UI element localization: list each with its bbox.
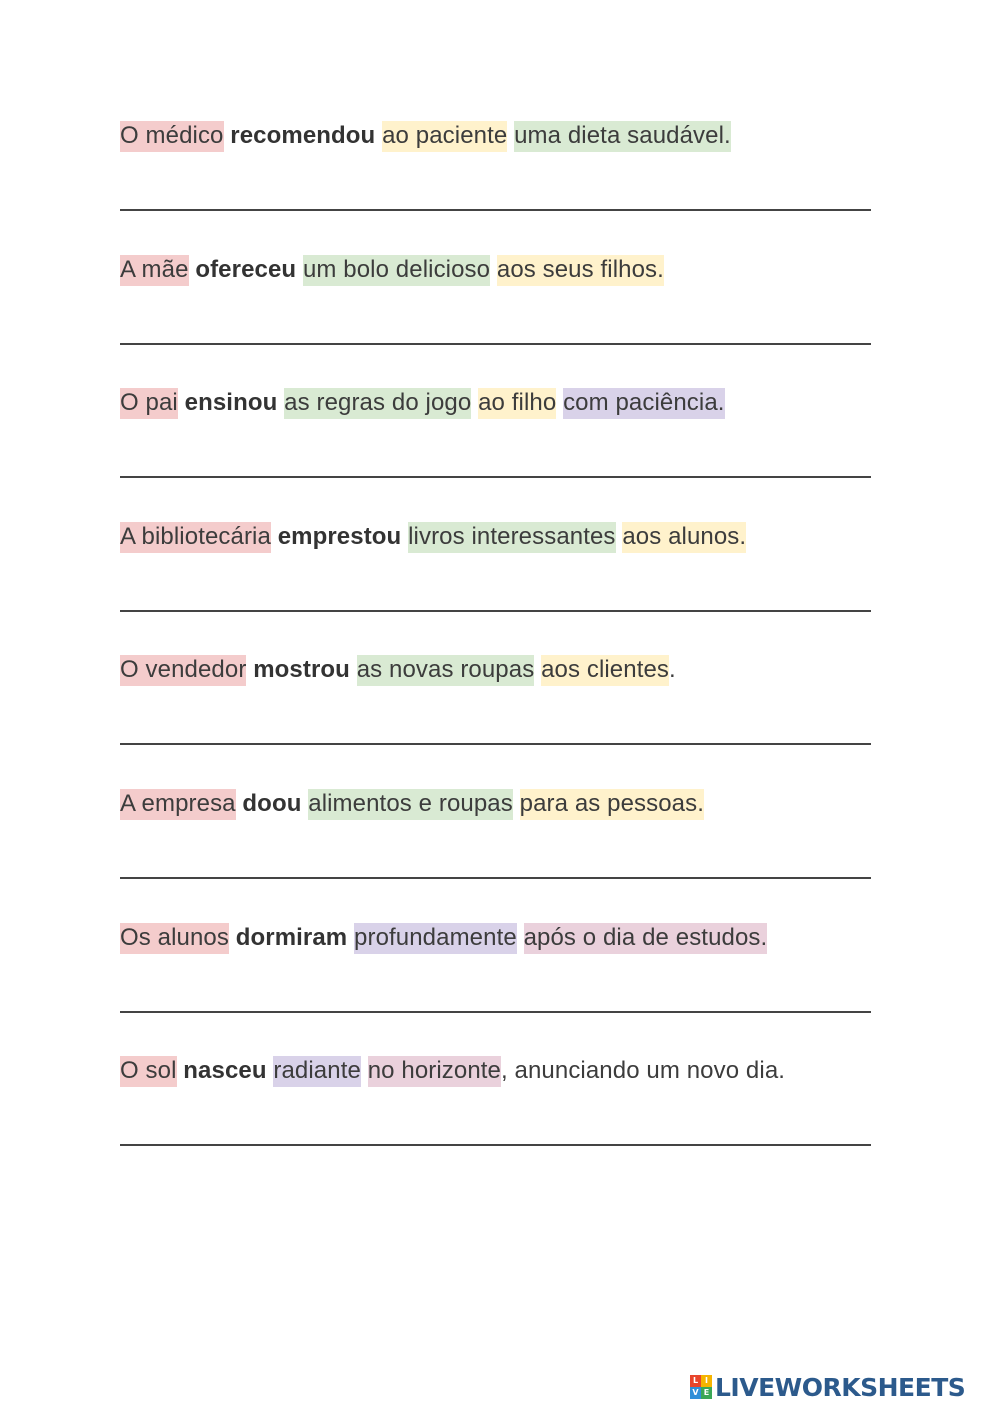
sentence-subject: O vendedor	[120, 655, 246, 686]
sentence-space	[350, 655, 357, 686]
sentence-direct-object: uma dieta saudável.	[514, 121, 731, 152]
sentence-space	[229, 923, 236, 954]
sentence-adverbial-time: após o dia de estudos.	[524, 923, 768, 954]
sentence-verb: doou	[242, 790, 302, 817]
sentence-subject: O pai	[120, 388, 178, 419]
liveworksheets-logo-icon	[690, 1375, 712, 1399]
answer-line[interactable]	[120, 209, 871, 211]
sentence-subject: Os alunos	[120, 923, 229, 954]
sentence-subject: A mãe	[120, 255, 189, 286]
sentence-adverbial: profundamente	[354, 923, 517, 954]
sentence-verb: ensinou	[184, 389, 278, 417]
sentence-direct-object: as regras do jogo	[284, 388, 471, 419]
exercise-sentence	[120, 254, 664, 286]
answer-line[interactable]	[120, 476, 871, 478]
sentence-space	[490, 255, 497, 286]
sentence-space	[517, 923, 524, 954]
exercise-sentence	[120, 120, 731, 152]
sentence-direct-object: alimentos e roupas	[308, 789, 513, 820]
exercise-sentence	[120, 654, 676, 686]
sentence-adverbial-place: no horizonte	[368, 1056, 501, 1087]
sentence-direct-object: livros interessantes	[408, 522, 615, 553]
sentence-plain: .	[669, 656, 676, 684]
sentence-indirect-object: aos clientes	[541, 655, 669, 686]
answer-line[interactable]	[120, 1011, 871, 1013]
logo-text: LIVEWORKSHEETS	[715, 1372, 966, 1402]
liveworksheets-logo	[690, 1370, 965, 1404]
sentence-direct-object: as novas roupas	[357, 655, 535, 686]
sentence-verb: emprestou	[277, 522, 402, 550]
sentence-plain: , anunciando um novo dia.	[501, 1057, 786, 1085]
sentence-subject: A empresa	[120, 789, 236, 820]
exercise-sentence	[120, 1055, 785, 1087]
sentence-verb: recomendou	[230, 122, 376, 149]
sentence-indirect-object: para as pessoas.	[520, 789, 704, 820]
logo-mark-letter: E	[701, 1387, 712, 1399]
sentence-space	[361, 1056, 368, 1087]
exercise-sentence	[120, 521, 746, 553]
sentence-space	[271, 522, 278, 553]
answer-line[interactable]	[120, 610, 871, 612]
sentence-adverbial: com paciência.	[563, 388, 724, 419]
exercise-sentence	[120, 922, 767, 954]
sentence-adverbial: radiante	[273, 1056, 361, 1087]
sentence-space	[296, 255, 303, 286]
sentence-verb: ofereceu	[195, 255, 297, 283]
answer-line[interactable]	[120, 1144, 871, 1146]
sentence-indirect-object: ao paciente	[382, 121, 507, 152]
sentence-space	[513, 789, 520, 820]
logo-mark-letter: I	[701, 1375, 712, 1387]
answer-line[interactable]	[120, 343, 871, 345]
logo-mark-letter: V	[690, 1387, 701, 1399]
sentence-verb: dormiram	[235, 923, 348, 951]
sentence-indirect-object: aos seus filhos.	[497, 255, 664, 286]
sentence-verb: mostrou	[253, 656, 350, 684]
sentence-space	[347, 923, 354, 954]
sentence-subject: O sol	[120, 1056, 177, 1087]
sentence-subject: A bibliotecária	[120, 522, 271, 553]
exercise-sentence	[120, 387, 725, 419]
answer-line[interactable]	[120, 743, 871, 745]
sentence-direct-object: um bolo delicioso	[303, 255, 490, 286]
logo-mark-letter: L	[690, 1375, 701, 1387]
sentence-indirect-object: ao filho	[478, 388, 556, 419]
sentence-verb: nasceu	[183, 1057, 267, 1085]
sentence-indirect-object: aos alunos.	[622, 522, 746, 553]
sentence-space	[178, 388, 185, 419]
exercise-sentence	[120, 788, 704, 820]
answer-line[interactable]	[120, 877, 871, 879]
sentence-subject: O médico	[120, 121, 224, 152]
